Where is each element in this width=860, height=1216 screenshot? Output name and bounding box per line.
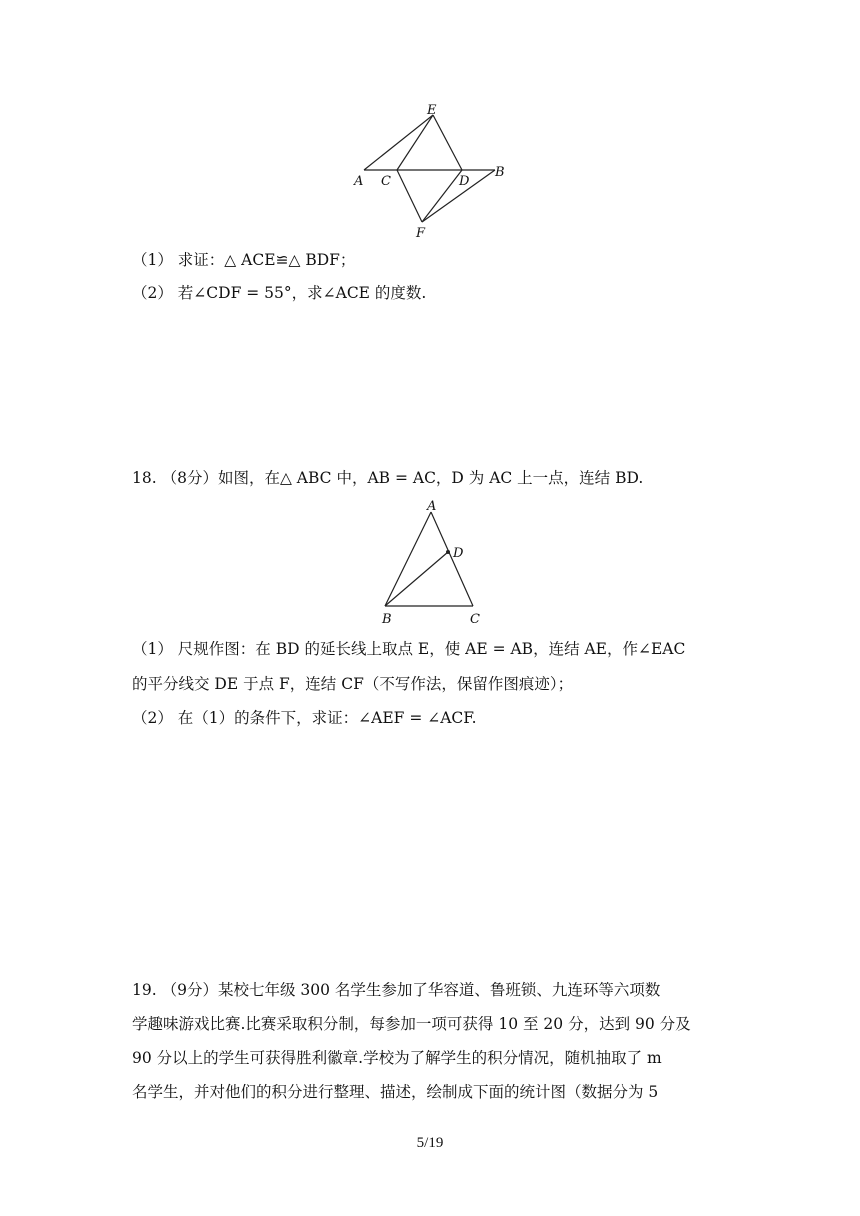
q19-line1: 19. （9分）某校七年级 300 名学生参加了华容道、鲁班锁、九连环等六项数 — [132, 981, 661, 999]
label-E: E — [427, 103, 437, 118]
q19-line2: 学趣味游戏比赛.比赛采取积分制，每参加一项可获得 10 至 20 分，达到 90 分及 — [132, 1015, 691, 1033]
label-C: C — [381, 174, 391, 189]
page-number: 5/19 — [416, 1135, 444, 1151]
label-A: A — [354, 174, 364, 189]
q18-header: 18. （8分）如图，在△ ABC 中，AB = AC，D 为 AC 上一点，连结 BD. — [132, 469, 644, 487]
figure-triangles-ace-bdf — [340, 100, 520, 240]
label-A: A — [427, 499, 437, 514]
q18-part2: （2） 在（1）的条件下，求证：∠AEF = ∠ACF. — [132, 709, 477, 727]
q19-line4: 名学生，并对他们的积分进行整理、描述，绘制成下面的统计图（数据分为 5 — [132, 1083, 659, 1101]
q18-part1-line2: 的平分线交 DE 于点 F，连结 CF（不写作法，保留作图痕迹）； — [132, 675, 574, 693]
label-F: F — [416, 226, 426, 240]
label-D: D — [459, 174, 470, 189]
q18-part1-line1: （1） 尺规作图：在 BD 的延长线上取点 E，使 AE = AB，连结 AE，作∠EAC — [132, 640, 686, 658]
label-C: C — [470, 612, 480, 627]
q19-line3: 90 分以上的学生可获得胜利徽章.学校为了解学生的积分情况，随机抽取了 m — [132, 1049, 662, 1067]
figure-triangle-abc — [370, 496, 500, 630]
label-D: D — [453, 546, 464, 561]
q17-part1: （1） 求证：△ ACE≌△ BDF； — [132, 251, 356, 269]
label-B: B — [382, 612, 392, 627]
label-B: B — [495, 165, 505, 180]
q17-part2: （2） 若∠CDF = 55°，求∠ACE 的度数. — [132, 284, 427, 302]
